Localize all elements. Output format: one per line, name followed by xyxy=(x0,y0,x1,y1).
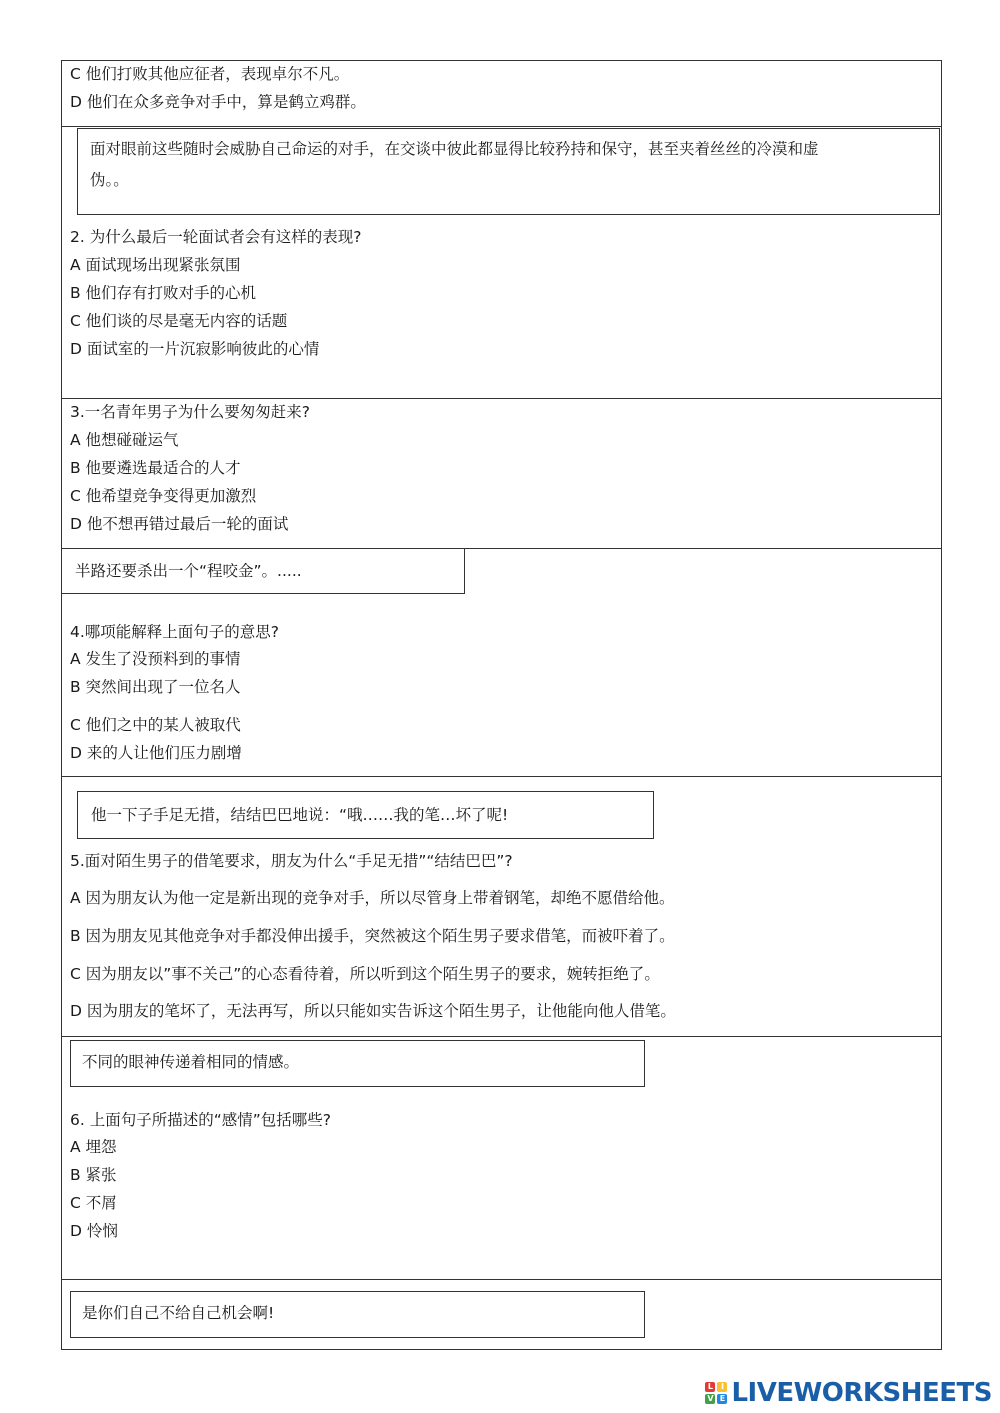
section-divider xyxy=(61,776,942,777)
logo-mark-icon xyxy=(705,1382,727,1404)
section-divider xyxy=(61,1279,942,1280)
logo-text: LIVEWORKSHEETS xyxy=(731,1378,992,1408)
q4-option-d: D 来的人让他们压力剧增 xyxy=(70,744,242,762)
q6-option-a: A 埋怨 xyxy=(70,1138,117,1156)
q5-option-a: A 因为朋友认为他一定是新出现的竞争对手，所以尽管身上带着钢笔，却绝不愿借给他。 xyxy=(70,889,675,907)
question-2: 2. 为什么最后一轮面试者会有这样的表现? xyxy=(70,228,362,246)
q1-option-d: D 他们在众多竞争对手中，算是鹤立鸡群。 xyxy=(70,93,366,111)
question-3: 3.一名青年男子为什么要匆匆赶来? xyxy=(70,403,311,421)
q5-option-d: D 因为朋友的笔坏了，无法再写，所以只能如实告诉这个陌生男子，让他能向他人借笔。 xyxy=(70,1002,676,1020)
passage-box-2 xyxy=(77,128,940,215)
section-divider xyxy=(61,126,942,127)
q3-option-c: C 他希望竞争变得更加激烈 xyxy=(70,487,257,505)
q6-option-b: B 紧张 xyxy=(70,1166,117,1184)
q3-option-a: A 他想碰碰运气 xyxy=(70,431,179,449)
passage-text: 面对眼前这些随时会威胁自己命运的对手，在交谈中彼此都显得比较矜持和保守，甚至夹着丝丝的冷漠和虚 xyxy=(90,140,819,158)
passage-text: 是你们自己不给自己机会啊! xyxy=(82,1304,275,1322)
logo-mark-letter: I xyxy=(717,1382,727,1392)
q2-option-d: D 面试室的一片沉寂影响彼此的心情 xyxy=(70,340,320,358)
passage-box-7 xyxy=(70,1291,645,1338)
q2-option-a: A 面试现场出现紧张氛围 xyxy=(70,256,241,274)
section-divider xyxy=(61,398,942,399)
question-6: 6. 上面句子所描述的“感情”包括哪些? xyxy=(70,1111,332,1129)
q6-option-c: C 不屑 xyxy=(70,1194,117,1212)
q4-option-c: C 他们之中的某人被取代 xyxy=(70,716,241,734)
q3-option-b: B 他要遴选最适合的人才 xyxy=(70,459,241,477)
q1-option-c: C 他们打败其他应征者，表现卓尔不凡。 xyxy=(70,65,350,83)
logo-mark-letter: V xyxy=(707,1394,714,1403)
q3-option-d: D 他不想再错过最后一轮的面试 xyxy=(70,515,289,533)
q6-option-d: D 怜悯 xyxy=(70,1222,118,1240)
liveworksheets-logo[interactable] xyxy=(705,1380,992,1406)
q2-option-c: C 他们谈的尽是毫无内容的话题 xyxy=(70,312,288,330)
logo-mark-letter: L xyxy=(705,1382,715,1392)
passage-box-6 xyxy=(70,1040,645,1087)
passage-box-4 xyxy=(61,548,465,594)
passage-text: 伪。。 xyxy=(90,171,129,189)
worksheet-frame xyxy=(61,60,942,1350)
passage-box-5 xyxy=(77,791,654,839)
q4-option-b: B 突然间出现了一位名人 xyxy=(70,678,241,696)
section-divider xyxy=(61,1036,942,1037)
q2-option-b: B 他们存有打败对手的心机 xyxy=(70,284,257,302)
q4-option-a: A 发生了没预料到的事情 xyxy=(70,650,241,668)
q5-option-b: B 因为朋友见其他竞争对手都没伸出援手，突然被这个陌生男子要求借笔，而被吓着了。 xyxy=(70,927,675,945)
q5-option-c: C 因为朋友以”事不关己”的心态看待着，所以听到这个陌生男子的要求，婉转拒绝了。 xyxy=(70,965,660,983)
passage-text: 半路还要杀出一个“程咬金”。..... xyxy=(75,562,302,580)
logo-mark-letter: E xyxy=(717,1394,727,1404)
question-5: 5.面对陌生男子的借笔要求，朋友为什么“手足无措”“结结巴巴”? xyxy=(70,852,513,870)
passage-text: 不同的眼神传递着相同的情感。 xyxy=(82,1053,300,1071)
passage-text: 他一下子手足无措，结结巴巴地说：“哦……我的笔…坏了呢! xyxy=(91,806,509,824)
question-4: 4.哪项能解释上面句子的意思? xyxy=(70,623,280,641)
